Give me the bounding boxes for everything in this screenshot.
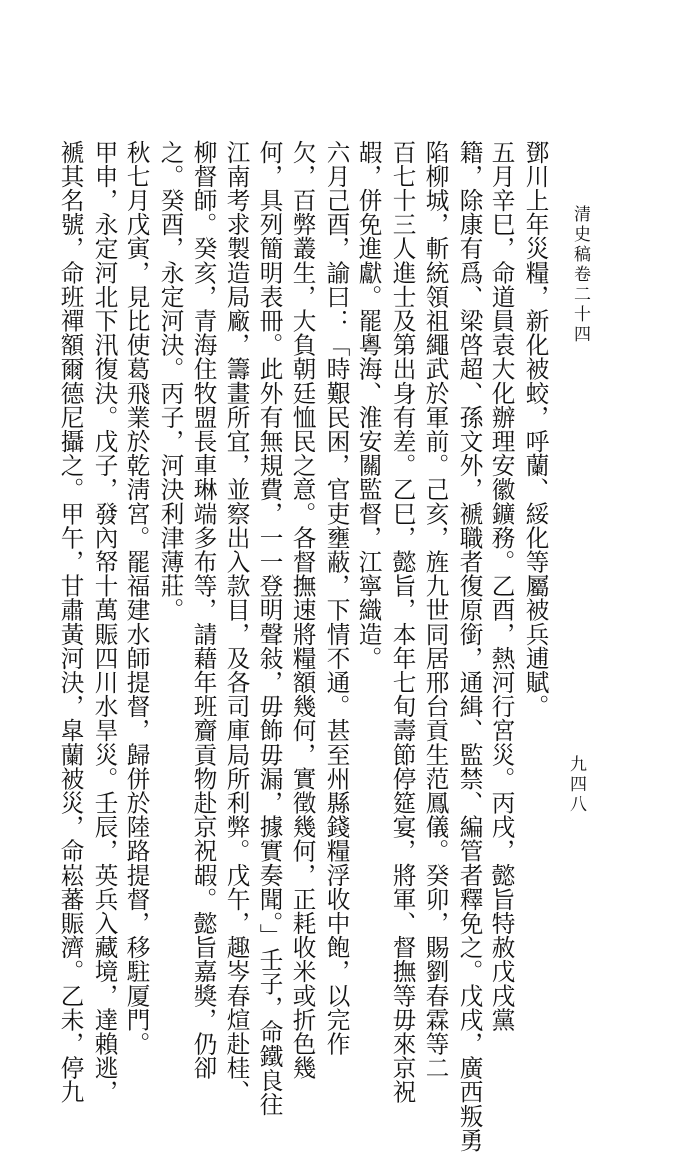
- text-column-10: 江南考求製造局廠，籌畫所宜，並察出入款目，及各司庫局所利弊。戊午，趣岑春煊赴桂、: [222, 140, 251, 1104]
- text-column-12: 之。癸酉，永定河決。丙子，河決利津薄莊。: [156, 140, 185, 622]
- text-column-11: 柳督師。癸亥，青海住牧盟長車琳端多布等，請藉年班齎貢物赴京祝嘏。懿旨嘉獎，仍卻: [189, 140, 218, 1080]
- book-title-header: 清史稿卷二十四: [570, 205, 590, 345]
- text-column-14: 甲申，永定河北下汛復決。戊子，發內帑十萬賑四川水旱災。壬辰，英兵入藏境，達賴逃，: [90, 140, 119, 1104]
- text-column-4: 陷柳城，斬統領祖繩武於軍前。己亥，旌九世同居邢台貢生范鳳儀。癸卯，賜劉春霖等二: [421, 140, 450, 1080]
- text-column-7: 六月己酉，諭曰：「時艱民困，官吏壅蔽，下情不通。甚至州縣錢糧浮收中飽，以完作: [322, 140, 351, 1056]
- text-column-6: 嘏，併免進獻。罷粵海、淮安關監督，江寧織造。: [354, 140, 383, 671]
- text-column-8: 欠，百弊叢生，大負朝廷恤民之意。各督撫速將糧額幾何，實徵幾何，正耗收米或折色幾: [288, 140, 317, 1080]
- text-column-2: 五月辛巳，命道員袁大化辦理安徽鑛務。乙酉，熱河行宮災。丙戌，懿旨特赦戊戌黨: [487, 140, 516, 1032]
- text-column-1: 鄧川上年災糧，新化被蛟，呼蘭、綏化等屬被兵逋賦。: [521, 140, 550, 719]
- text-column-13: 秋七月戊寅，見比使葛飛業於乾淸宮。罷福建水師提督，歸併於陸路提督，移駐厦門。: [122, 140, 151, 1056]
- text-column-5: 百七十三人進士及第出身有差。乙巳，懿旨，本年七旬壽節停筵宴，將軍、督撫等毋來京祝: [388, 140, 417, 1104]
- text-column-9: 何，具列簡明表冊。此外有無規費，一一登明聲敍，毋飾毋漏，據實奏聞。」壬子，命鐵良往: [255, 140, 284, 1117]
- text-column-3: 籍，除康有爲、梁啓超、孫文外，褫職者復原銜，通緝、監禁、編管者釋免之。戊戌，廣西叛勇: [455, 140, 484, 1152]
- text-column-15: 褫其名號，命班禪額爾德尼攝之。甲午，甘肅黃河決，皐蘭被災，命崧蕃賑濟。乙未，停九: [56, 140, 85, 1104]
- page-number: 九四八: [566, 755, 586, 815]
